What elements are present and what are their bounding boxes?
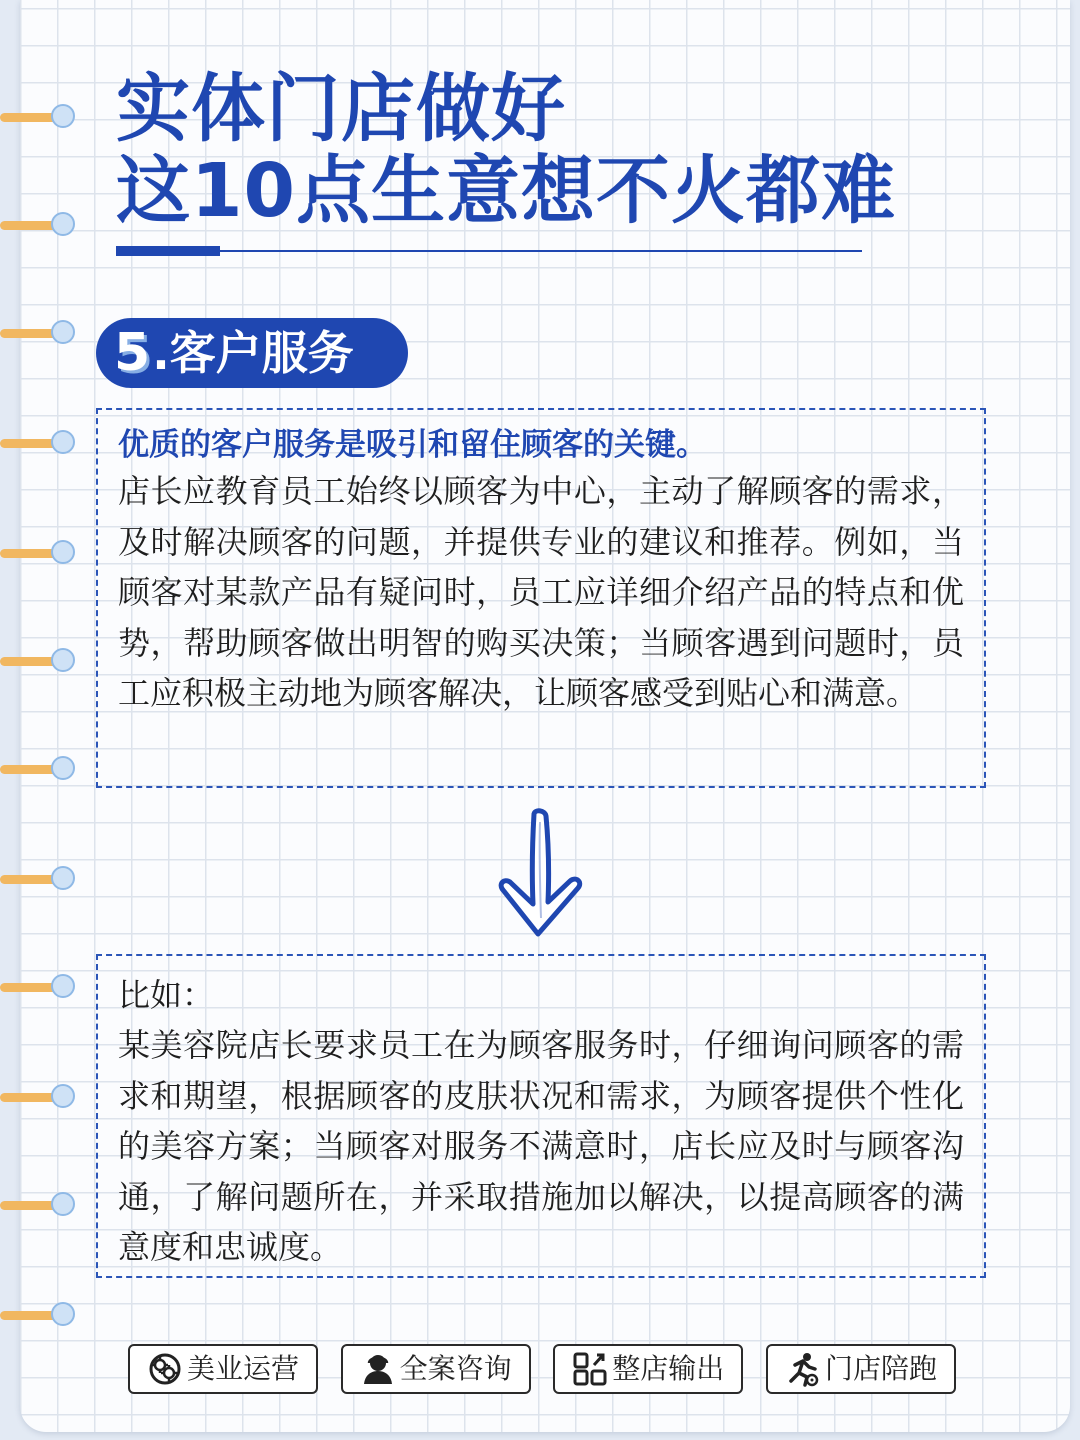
binder-ring [0,864,80,894]
example-body: 某美容院店长要求员工在为顾客服务时，仔细询问顾客的需求和期望，根据顾客的皮肤状况和需求，为顾客提供个性化的美容方案；当顾客对服务不满意时，店长应及时与顾客沟通，了解问题所在，并采取措施加以解决，以提高顾客的满意度和忠诚度。 [118,1026,964,1266]
description-body: 店长应教育员工始终以顾客为中心，主动了解顾客的需求，及时解决顾客的问题，并提供专业的建议和推荐。例如，当顾客对某款产品有疑问时，员工应详细介绍产品的特点和优势，帮助顾客做出明智的购买决策；当顾客遇到问题时，员工应积极主动地为顾客解决，让顾客感受到贴心和满意。 [118,472,964,712]
tag-label: 全案咨询 [399,1352,512,1385]
tag-store-coaching [766,1344,956,1394]
example-box [96,954,986,1278]
binder-ring [0,646,80,676]
description-box [96,408,986,788]
runner-icon [785,1351,821,1387]
binder-ring [0,102,80,132]
tag-store-export [553,1344,743,1394]
tag-label: 美业运营 [186,1352,299,1385]
section-badge [96,318,408,388]
description-lead: 优质的客户服务是吸引和留住顾客的关键。 [118,427,707,463]
tag-label: 门店陪跑 [824,1352,937,1385]
gears-icon [147,1351,183,1387]
example-label: 比如： [118,976,215,1014]
section-label: .客户服务 [152,326,354,380]
tag-full-consulting [341,1344,531,1394]
tag-beauty-operations [128,1344,318,1394]
binder-ring [0,1082,80,1112]
grid-icon [572,1351,608,1387]
binder-ring [0,972,80,1002]
title-underline-accent [116,246,220,256]
service-tags [128,1344,956,1396]
binder-ring [0,754,80,784]
title-line-2: 这10点生意想不火都难 [116,148,896,234]
binder-ring [0,1190,80,1220]
binder-ring [0,428,80,458]
down-arrow-icon [496,808,586,944]
tag-label: 整店输出 [612,1352,725,1385]
section-number: 5 [114,323,151,383]
consultant-icon [360,1351,396,1387]
binder-ring [0,210,80,240]
binder-ring [0,538,80,568]
title-line-1: 实体门店做好 [116,66,566,152]
title-underline [116,250,862,252]
binder-ring [0,1300,80,1330]
page-title [116,68,896,232]
binder-ring [0,318,80,348]
